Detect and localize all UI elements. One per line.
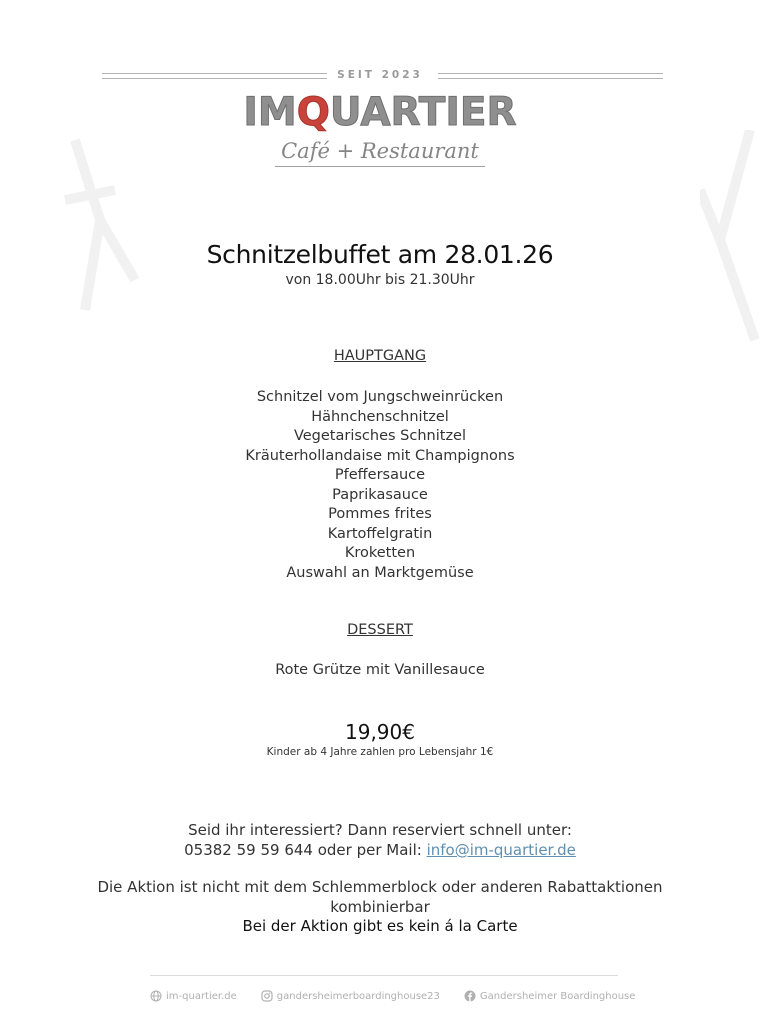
dessert-item: Rote Grütze mit Vanillesauce: [275, 662, 485, 678]
dessert-heading: DESSERT: [347, 622, 413, 638]
contact-block: [0, 820, 760, 860]
event-time: von 18.00Uhr bis 21.30Uhr: [285, 272, 475, 288]
main-course-list: [0, 388, 760, 583]
logo-line-right: [438, 73, 663, 79]
menu-item: Pfeffersauce: [334, 467, 426, 483]
instagram-icon: [261, 990, 273, 1002]
menu-item: Kräuterhollandaise mit Champignons: [245, 447, 515, 464]
event-title: Schnitzelbuffet am 28.01.26: [206, 240, 554, 269]
since-label: SEIT 2023: [337, 69, 423, 81]
menu-item: Schnitzel vom Jungschweinrücken: [256, 389, 504, 405]
contact-phone: 05382 59 59 644 oder per Mail:: [184, 841, 427, 859]
footer-instagram[interactable]: [261, 990, 440, 1002]
menu-item: Kartoffelgratin: [327, 525, 433, 542]
note-no-a-la-carte: Bei der Aktion gibt es kein á la Carte: [242, 917, 518, 935]
contact-intro: Seid ihr interessiert? Dann reserviert schnell unter:: [188, 821, 572, 839]
facebook-icon: [464, 990, 476, 1002]
menu-item: Pommes frites: [328, 506, 432, 522]
menu-item: Auswahl an Marktgemüse: [286, 564, 474, 581]
note-line-2: kombinierbar: [330, 897, 430, 916]
price: 19,90€: [345, 720, 415, 744]
footer-facebook[interactable]: [464, 990, 636, 1002]
restaurant-logo: [0, 66, 760, 167]
footer-divider: [150, 975, 618, 976]
menu-item: Kroketten: [344, 545, 416, 561]
main-course-heading: HAUPTGANG: [333, 348, 427, 364]
instagram-label: gandersheimerboardinghouse23: [276, 990, 440, 1002]
brand-subtitle: Café + Restaurant: [275, 138, 485, 167]
menu-item: Hähnchenschnitzel: [311, 408, 449, 425]
promotion-note: [0, 878, 760, 937]
note-line-1: Die Aktion ist nicht mit dem Schlemmerblock oder anderen Rabattaktionen: [97, 878, 663, 896]
contact-details: [0, 840, 760, 860]
website-label: im-quartier.de: [166, 990, 237, 1002]
globe-icon: [150, 990, 162, 1002]
facebook-label: Gandersheimer Boardinghouse: [479, 990, 636, 1002]
footer-website[interactable]: [150, 990, 237, 1002]
menu-item: Paprikasauce: [332, 486, 428, 503]
menu-item: Vegetarisches Schnitzel: [293, 428, 467, 444]
email-link[interactable]: info@im-quartier.de: [426, 841, 576, 859]
brand-q-letter: Q: [296, 90, 330, 135]
footer: [150, 990, 636, 1002]
kids-price-note: Kinder ab 4 Jahre zahlen pro Lebensjahr 1€: [266, 746, 494, 758]
brand-name: IMQUARTIER: [243, 90, 517, 135]
